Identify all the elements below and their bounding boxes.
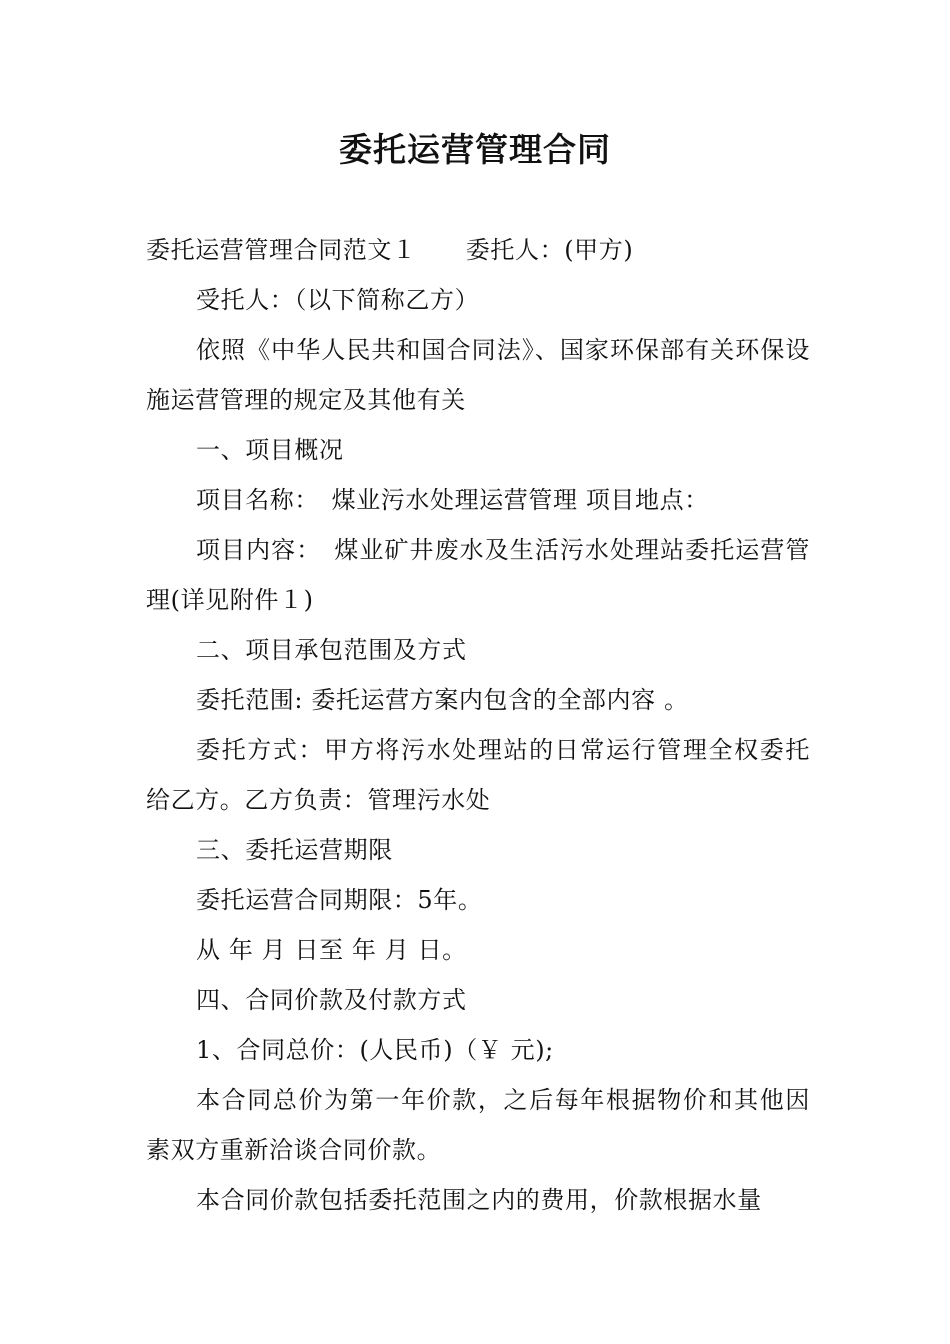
document-body: [146, 225, 810, 1225]
paragraph: 委托运营管理合同范文１ 委托人：(甲方): [146, 236, 634, 264]
paragraph: 一、项目概况: [196, 436, 344, 464]
paragraph: 依照《中华人民共和国合同法》、国家环保部有关环保设施运营管理的规定及其他有关: [146, 336, 810, 414]
paragraph: 受托人：（以下简称乙方）: [196, 286, 480, 314]
paragraph: 项目内容： 煤业矿井废水及生活污水处理站委托运营管理(详见附件１): [146, 536, 810, 614]
paragraph: 委托运营合同期限：5年。: [196, 886, 483, 914]
paragraph: 三、委托运营期限: [196, 836, 393, 864]
paragraph: 从 年 月 日至 年 月 日。: [196, 936, 467, 964]
paragraph: 1、合同总价：(人民币)（￥ 元);: [196, 1036, 554, 1064]
paragraph: 本合同价款包括委托范围之内的费用，价款根据水量: [196, 1186, 762, 1214]
paragraph: 委托方式：甲方将污水处理站的日常运行管理全权委托给乙方。乙方负责：管理污水处: [146, 736, 810, 814]
paragraph: 四、合同价款及付款方式: [196, 986, 467, 1014]
document-title: 委托运营管理合同: [339, 130, 611, 169]
paragraph: 本合同总价为第一年价款，之后每年根据物价和其他因素双方重新洽谈合同价款。: [146, 1086, 810, 1164]
paragraph: 委托范围: 委托运营方案内包含的全部内容 。: [196, 686, 689, 714]
paragraph: 项目名称： 煤业污水处理运营管理 项目地点：: [196, 486, 709, 514]
paragraph: 二、项目承包范围及方式: [196, 636, 467, 664]
